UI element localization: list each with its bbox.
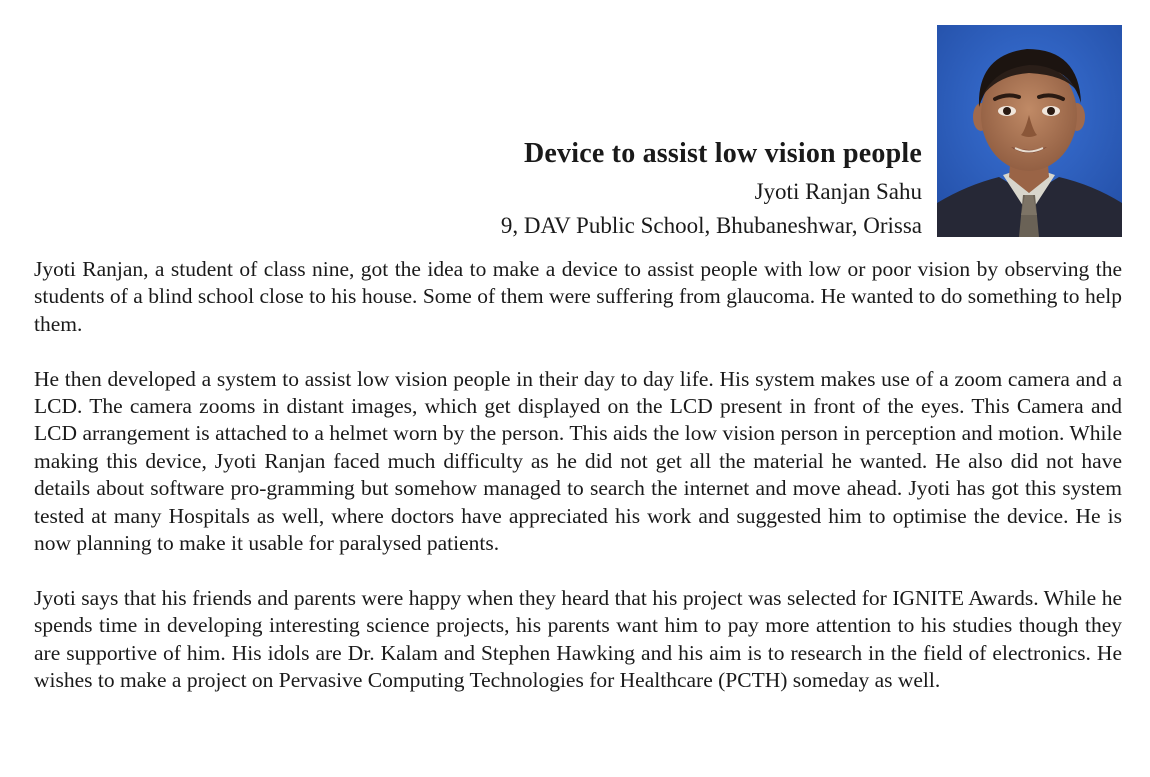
author-name: Jyoti Ranjan Sahu: [754, 179, 922, 204]
article-body: [34, 256, 1122, 722]
author-school: 9, DAV Public School, Bhubaneshwar, Orissa: [500, 213, 922, 238]
article-header: [34, 0, 922, 240]
article-title: Device to assist low vision people: [523, 138, 922, 169]
student-photo: [937, 25, 1122, 237]
student-portrait-icon: [937, 25, 1122, 237]
body-paragraph-3: Jyoti says that his friends and parents were happy when they heard that his project was selected for IGNITE Awards. While he spends time in developing interesting science projects, his parents want him to pay more attention to his studies though they are supportive of him. His idols are Dr. Kalam and Stephen Hawking and his aim is to research in the field of electronics. He wishes to make a project on Pervasive Computing Technologies for Healthcare (PCTH) someday as well.: [34, 585, 1122, 693]
body-paragraph-2: He then developed a system to assist low vision people in their day to day life. His system makes use of a zoom camera and a LCD. The camera zooms in distant images, which get displayed on the LCD present in front of the eyes. This Camera and LCD arrangement is attached to a helmet worn by the person. This aids the low vision person in perception and motion. While making this device, Jyoti Ranjan faced much difficulty as he did not get all the material he wanted. He also did not have details about software pro-gramming but somehow managed to search the internet and move ahead. Jyoti has got this system tested at many Hospitals as well, where doctors have appreciated his work and suggested him to optimise the device. He is now planning to make it usable for paralysed patients.: [34, 366, 1122, 556]
body-paragraph-1: Jyoti Ranjan, a student of class nine, got the idea to make a device to assist people with low or poor vision by observing the students of a blind school close to his house. Some of them were suffering from glaucoma. He wanted to do something to help them.: [34, 257, 1122, 336]
